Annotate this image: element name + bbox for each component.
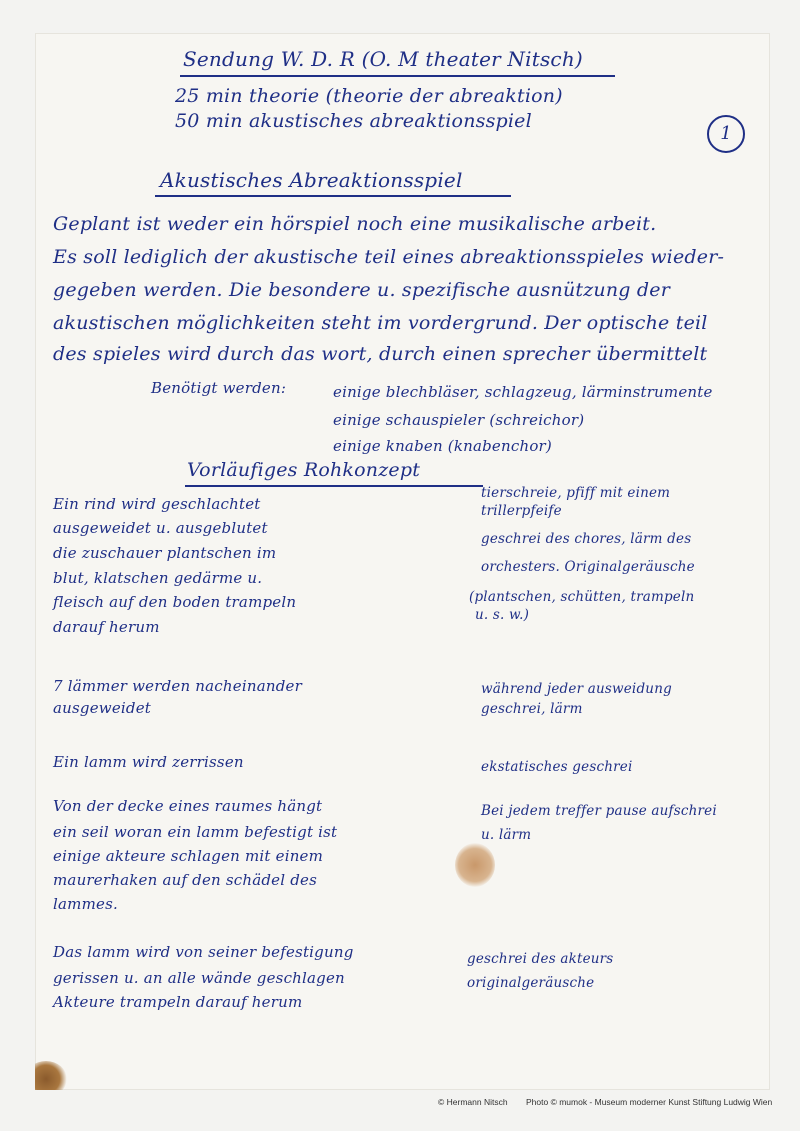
right-entry-line: geschrei des akteurs: [467, 951, 614, 967]
right-entry-line: trillerpfeife: [481, 503, 562, 519]
header-underline: [180, 75, 615, 77]
intro-line: Geplant ist weder ein hörspiel noch eine musikalische arbeit.: [53, 213, 657, 235]
right-entry-line: originalgeräusche: [467, 975, 595, 991]
left-entry-line: die zuschauer plantschen im: [53, 544, 277, 562]
right-entry-line: orchesters. Originalgeräusche: [481, 559, 695, 575]
required-item: einige schauspieler (schreichor): [333, 411, 585, 429]
left-entry-line: ausgeweidet u. ausgeblutet: [53, 519, 268, 537]
right-entry-line: während jeder ausweidung: [481, 681, 672, 697]
right-entry-line: u. lärm: [481, 827, 532, 843]
header-line-3: 50 min akustisches abreaktionsspiel: [175, 110, 532, 132]
photo-credit: Photo © mumok - Museum moderner Kunst Stiftung Ludwig Wien: [526, 1097, 773, 1107]
page-title: Akustisches Abreaktionsspiel: [160, 168, 463, 192]
left-entry-line: maurerhaken auf den schädel des: [53, 871, 317, 889]
header-line-2: 25 min theorie (theorie der abreaktion): [175, 85, 563, 107]
concept-underline: [185, 485, 483, 487]
right-entry-line: (plantschen, schütten, trampeln: [469, 589, 695, 605]
left-entry-line: einige akteure schlagen mit einem: [53, 847, 324, 865]
title-underline: [155, 195, 511, 197]
intro-line: akustischen möglichkeiten steht im vordergrund. Der optische teil: [53, 312, 708, 334]
left-entry-line: ein seil woran ein lamm befestigt ist: [53, 823, 338, 841]
right-entry-line: geschrei, lärm: [481, 701, 583, 717]
coffee-stain: [455, 843, 495, 887]
left-entry-line: ausgeweidet: [53, 699, 152, 717]
page-number: 1: [707, 115, 745, 153]
right-entry-line: u. s. w.): [475, 607, 530, 623]
intro-line: gegeben werden. Die besondere u. spezifische ausnützung der: [53, 279, 670, 301]
required-item: einige blechbläser, schlagzeug, lärminstrumente: [333, 383, 713, 401]
left-entry-line: Das lamm wird von seiner befestigung: [53, 943, 354, 961]
right-entry-line: ekstatisches geschrei: [481, 759, 633, 775]
left-entry-line: fleisch auf den boden trampeln: [53, 593, 297, 611]
required-item: einige knaben (knabenchor): [333, 437, 552, 455]
right-entry-line: Bei jedem treffer pause aufschrei: [481, 803, 717, 819]
corner-stain: [35, 1061, 67, 1090]
left-entry-line: gerissen u. an alle wände geschlagen: [53, 969, 345, 987]
left-entry-line: Ein rind wird geschlachtet: [53, 495, 261, 513]
right-entry-line: geschrei des chores, lärm des: [481, 531, 692, 547]
header-line-1: Sendung W. D. R (O. M theater Nitsch): [183, 47, 583, 71]
left-entry-line: Akteure trampeln darauf herum: [53, 993, 303, 1011]
left-entry-line: blut, klatschen gedärme u.: [53, 569, 263, 587]
artist-credit: © Hermann Nitsch: [438, 1097, 508, 1107]
right-entry-line: tierschreie, pfiff mit einem: [481, 485, 671, 501]
left-entry-line: Von der decke eines raumes hängt: [53, 797, 323, 815]
left-entry-line: darauf herum: [53, 618, 160, 636]
manuscript-page: [35, 33, 770, 1090]
left-entry-line: lammes.: [53, 895, 118, 913]
left-entry-line: 7 lämmer werden nacheinander: [53, 677, 302, 695]
required-label: Benötigt werden:: [151, 379, 287, 397]
intro-line: des spieles wird durch das wort, durch einen sprecher übermittelt: [53, 343, 708, 365]
intro-line: Es soll lediglich der akustische teil eines abreaktionsspieles wieder-: [53, 246, 725, 268]
concept-title: Vorläufiges Rohkonzept: [187, 459, 421, 481]
left-entry-line: Ein lamm wird zerrissen: [53, 753, 244, 771]
